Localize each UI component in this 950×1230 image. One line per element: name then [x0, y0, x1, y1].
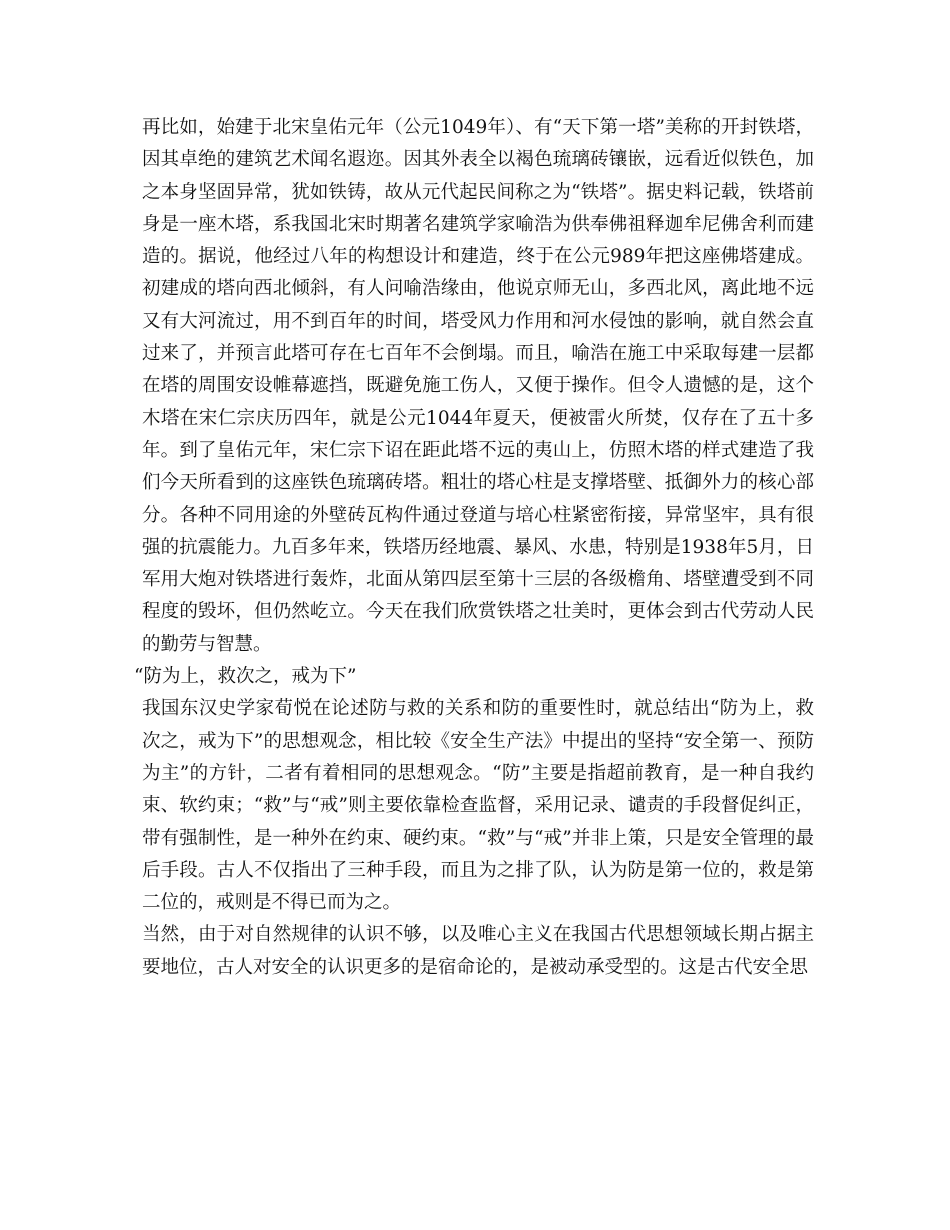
paragraph-prevention: 我国东汉史学家荀悦在论述防与救的关系和防的重要性时，就总结出“防为上，救次之，戒为下”的思想观念，相比较《安全生产法》中提出的坚持“安全第一、预防为主”的方针，二者有着相同的思想观念。“防”主要是指超前教育，是一种自我约束、软约束；“救”与“戒”则主要依靠检查监督，采用记录、谴责的手段督促纠正，带有强制性，是一种外在约束、硬约束。“救”与“戒”并非上策，只是安全管理的最后手段。古人不仅指出了三种手段，而且为之排了队，认为防是第一位的，救是第二位的，戒则是不得已而为之。	[142, 698, 814, 914]
section-heading: “防为上，救次之，戒为下”	[134, 666, 357, 688]
document-page	[134, 112, 814, 984]
paragraph-fatalism: 当然，由于对自然规律的认识不够，以及唯心主义在我国古代思想领域长期占据主要地位，古人对安全的认识更多的是宿命论的，是被动承受型的。这是古代安全思	[142, 924, 814, 978]
paragraph-iron-pagoda: 再比如，始建于北宋皇佑元年（公元1049年）、有“天下第一塔”美称的开封铁塔，因其卓绝的建筑艺术闻名遐迩。因其外表全以褐色琉璃砖镶嵌，远看近似铁色，加之本身坚固异常，犹如铁铸，故从元代起民间称之为“铁塔”。据史料记载，铁塔前身是一座木塔，系我国北宋时期著名建筑学家喻浩为供奉佛祖释迦牟尼佛舍利而建造的。据说，他经过八年的构想设计和建造，终于在公元989年把这座佛塔建成。初建成的塔向西北倾斜，有人问喻浩缘由，他说京师无山，多西北风，离此地不远又有大河流过，用不到百年的时间，塔受风力作用和河水侵蚀的影响，就自然会直过来了，并预言此塔可存在七百年不会倒塌。而且，喻浩在施工中采取每建一层都在塔的周围安设帷幕遮挡，既避免施工伤人，又便于操作。但令人遗憾的是，这个木塔在宋仁宗庆历四年，就是公元1044年夏天，便被雷火所焚，仅存在了五十多年。到了皇佑元年，宋仁宗下诏在距此塔不远的夷山上，仿照木塔的样式建造了我们今天所看到的这座铁色琉璃砖塔。粗壮的塔心柱是支撑塔壁、抵御外力的核心部分。各种不同用途的外壁砖瓦构件通过登道与培心柱紧密衔接，异常坚牢，具有很强的抗震能力。九百多年来，铁塔历经地震、暴风、水患，特别是1938年5月，日军用大炮对铁塔进行轰炸，北面从第四层至第十三层的各级檐角、塔壁遭受到不同程度的毁坏，但仍然屹立。今天在我们欣赏铁塔之壮美时，更体会到古代劳动人民的勤劳与智慧。	[142, 117, 814, 655]
